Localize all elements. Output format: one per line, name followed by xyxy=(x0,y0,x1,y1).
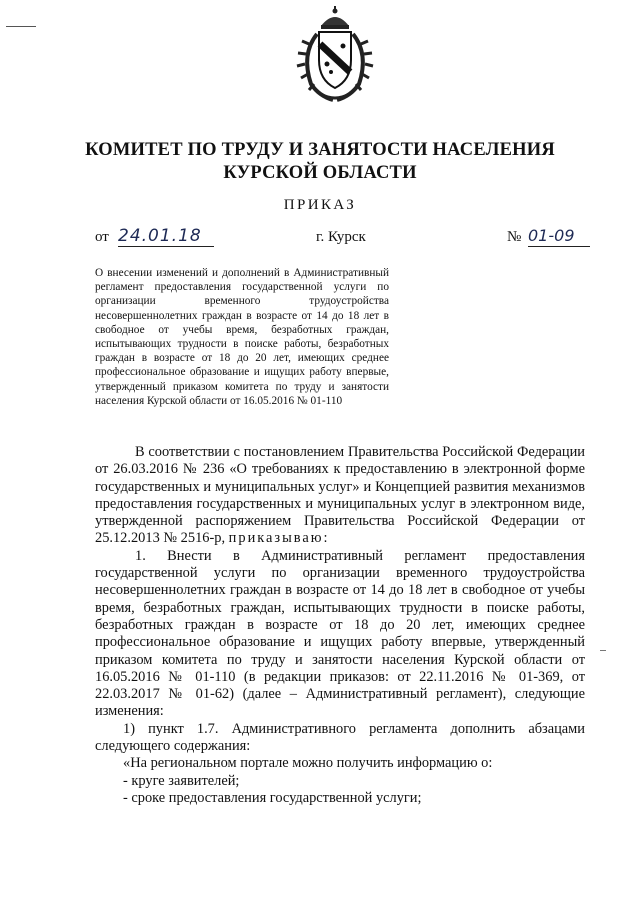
date-handwritten: 24.01.18 xyxy=(118,226,214,247)
bullet-item: - сроке предоставления государственной услуги; xyxy=(123,789,422,806)
bullet-item: - круге заявителей; xyxy=(123,772,240,789)
scan-artifact-mark xyxy=(600,650,606,651)
doc-type: ПРИКАЗ xyxy=(283,197,357,213)
preamble-text: В соответствии с постановлением Правительства Российской Федерации от 26.03.2016 № 236 «О требованиях к предоставлению в электронной форме государственных и муниципальных услуг» и Концепцией развития механизмов предоставления государственных и муниципальных услуг в электронном виде, утвержденной распоряжением Правительства Российской Федерации от 25.12.2013 № 2516-р, xyxy=(95,444,585,547)
number-handwritten: 01-09 xyxy=(528,226,590,247)
org-title-line2: КУРСКОЙ ОБЛАСТИ xyxy=(223,163,417,183)
order-subject: О внесении изменений и дополнений в Административный регламент предоставления государственной услуги по организации временного трудоустройства несовершеннолетних граждан в возрасте от 14 до 18 лет в свободное от учебы время, безработных граждан, испытывающих трудности в поиске работы, безработных граждан в возрасте от 18 до 20 лет, имеющих среднее профессиональное образование и ищущих работу впервые, утвержденный приказом комитета по труду и занятости населения Курской области от 16.05.2016 № 01-110 xyxy=(95,267,389,407)
quote-intro: «На региональном портале можно получить информацию о: xyxy=(123,755,493,772)
item-1: 1. Внести в Административный регламент предоставления государственной услуги по организации временного трудоустройства несовершеннолетних граждан в возрасте от 14 до 18 лет в свободное от учебы время, безработных граждан, испытывающих трудности в поиске работы, безработных граждан в возрасте от 18 до 20 лет, имеющих среднее профессиональное образование и ищущих работу впервые, утвержденный приказом комитета по труду и занятости населения Курской области от 16.05.2016 № 01-110 (в редакции приказов: от 22.11.2016 № 01-369, от 22.03.2017 № 01-62) (далее – Административный регламент), следующие изменения: xyxy=(95,547,585,720)
scan-artifact-line xyxy=(6,26,36,27)
date-prefix: от xyxy=(95,229,109,245)
preamble xyxy=(95,444,585,548)
order-word: приказываю: xyxy=(228,530,330,547)
number-prefix: № xyxy=(507,229,522,245)
org-title-line1: КОМИТЕТ ПО ТРУДУ И ЗАНЯТОСТИ НАСЕЛЕНИЯ xyxy=(85,140,555,160)
kursk-coat-of-arms-icon xyxy=(287,4,383,104)
city: г. Курск xyxy=(316,229,366,245)
order-body xyxy=(95,444,585,807)
item-1-1: 1) пункт 1.7. Административного регламента дополнить абзацами следующего содержания: xyxy=(95,720,585,755)
